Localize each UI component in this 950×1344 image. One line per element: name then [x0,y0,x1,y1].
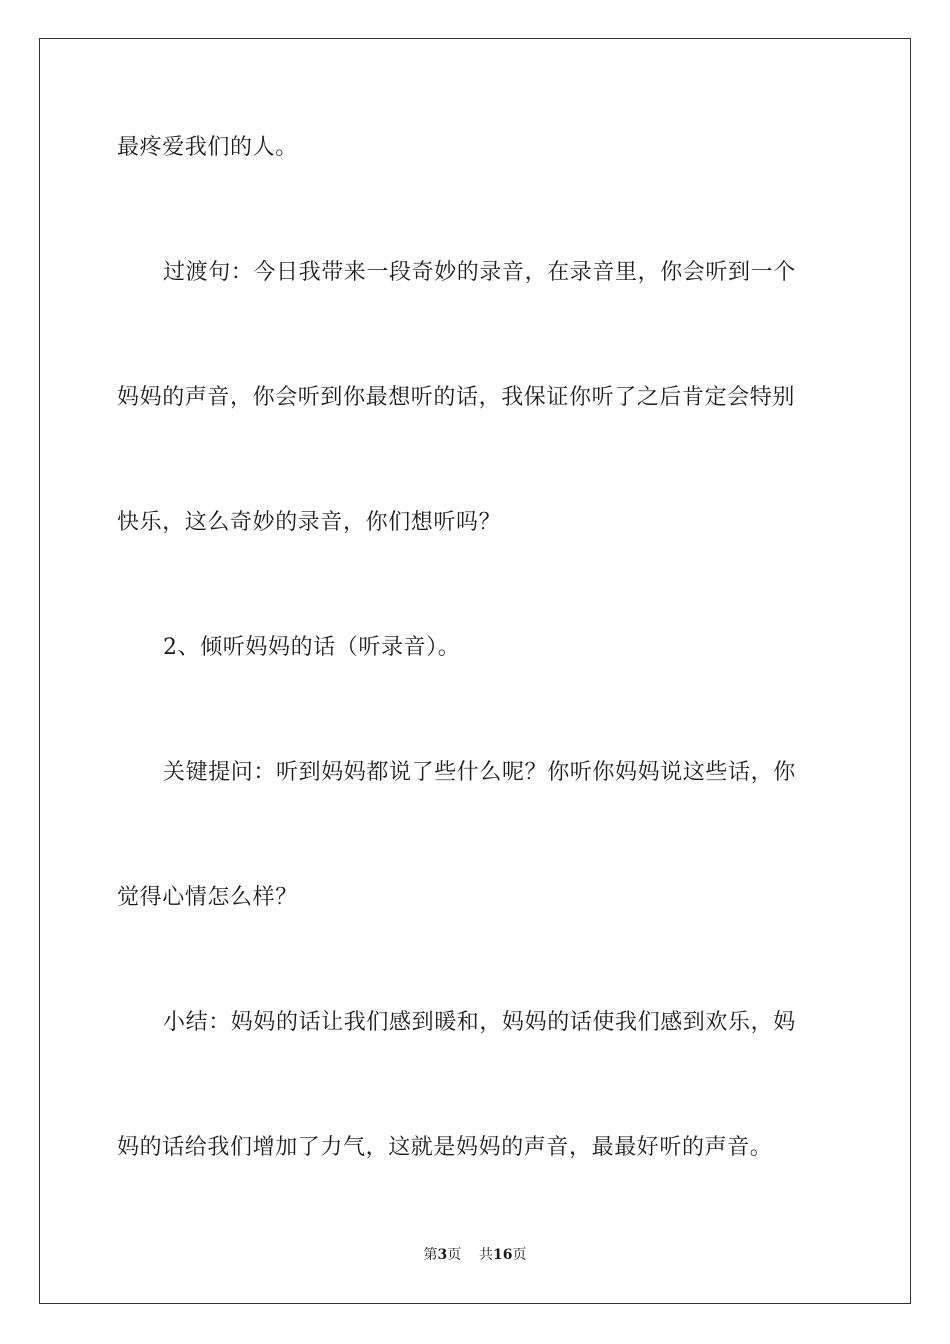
text-line-8: 小结：妈妈的话让我们感到暖和，妈妈的话使我们感到欢乐，妈 [163,1010,796,1035]
text-line-5: 2、倾听妈妈的话（听录音）。 [163,635,461,660]
text-line-6: 关键提问：听到妈妈都说了些什么呢？你听你妈妈说这些话，你 [163,760,796,785]
footer-total-prefix: 共 [479,1247,494,1263]
footer-total-suffix: 页 [512,1247,527,1263]
footer-total-pages: 16 [493,1247,513,1263]
footer-page-prefix: 第 [423,1247,438,1263]
page-border [39,38,911,1304]
text-line-1: 最疼爱我们的人。 [117,135,298,160]
text-line-2: 过渡句：今日我带来一段奇妙的录音，在录音里，你会听到一个 [163,260,796,285]
text-line-7: 觉得心情怎么样？ [117,885,298,910]
text-line-9: 妈的话给我们增加了力气，这就是妈妈的声音，最最好听的声音。 [117,1135,773,1160]
page-footer [0,1245,950,1265]
footer-page-number: 3 [437,1247,448,1263]
text-line-3: 妈妈的声音，你会听到你最想听的话，我保证你听了之后肯定会特别 [117,385,796,410]
text-line-4: 快乐，这么奇妙的录音，你们想听吗？ [117,510,502,535]
footer-page-suffix: 页 [447,1247,462,1263]
